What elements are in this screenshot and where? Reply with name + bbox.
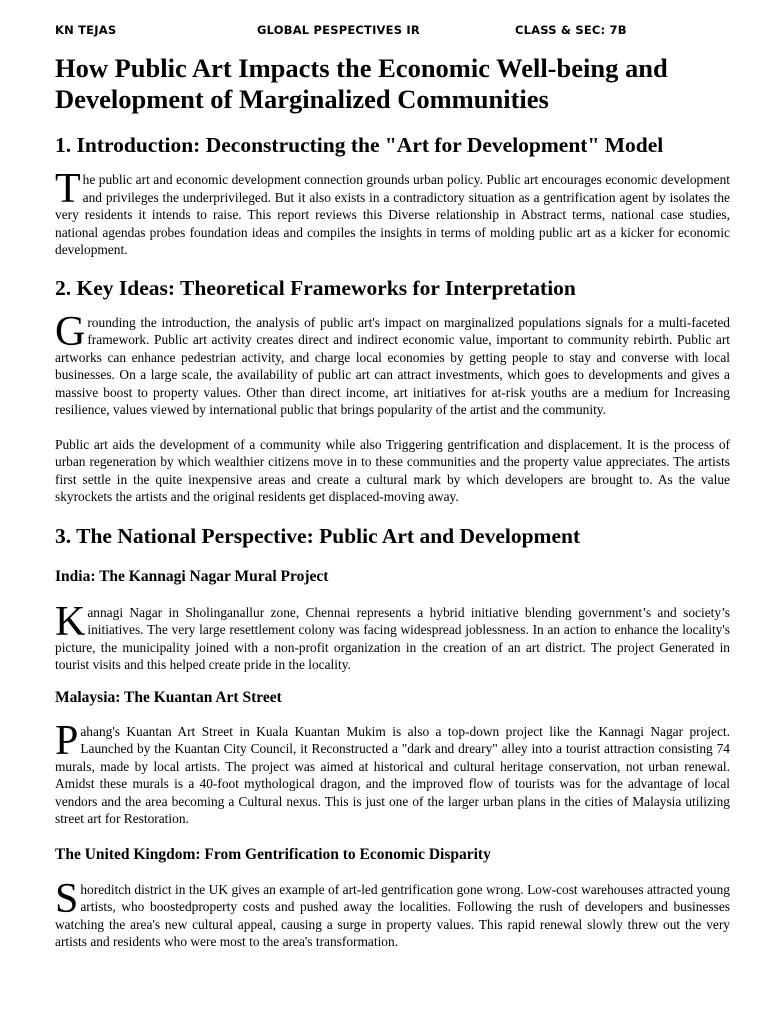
student-name: KN TEJAS: [55, 23, 117, 37]
india-paragraph: [55, 598, 730, 674]
paragraph-text: ahang's Kuantan Art Street in Kuala Kuantan Mukim is also a top-down project like the Kannagi Nagar project. Launched by the Kuantan City Council, it Reconstructed a "dark and dreary" alley into a tourist attraction consisting 74 murals, made by local artists. The project was aimed at historical and cultural heritage conservation, not urban renewal. Amidst these murals is a 40-foot mythological dragon, and the improved flow of tourists was for the advantage of local vendors and the area becoming a Cultural nexus. This is just one of the larger urban plans in the cities of Malaysia utilizing street art for Restoration.: [55, 723, 730, 826]
section-heading-national-perspective: 3. The National Perspective: Public Art and Development: [55, 523, 581, 548]
drop-cap: T: [55, 166, 81, 212]
drop-cap: K: [55, 598, 86, 645]
united-kingdom-paragraph: [55, 875, 730, 951]
document-title: How Public Art Impacts the Economic Well-being and Development of Marginalized Communities: [55, 53, 668, 114]
drop-cap: S: [55, 875, 79, 922]
subsection-heading-malaysia: Malaysia: The Kuantan Art Street: [55, 688, 282, 706]
class-section-label: CLASS & SEC: 7B: [515, 23, 627, 37]
drop-cap: P: [55, 717, 79, 764]
paragraph-text: he public art and economic development connection grounds urban policy. Public art encourages economic development and privileges the underprivileged. But it also exists in a contradictory situation as a gentrification agent by isolates the very residents it intends to raise. This report reviews this Diverse relationship in Abstract terms, national case studies, national agendas probes foundation ideas and compiles the insights in terms of molding public art as a kicker for economic development.: [55, 172, 730, 257]
section-heading-key-ideas: 2. Key Ideas: Theoretical Frameworks for Interpretation: [55, 275, 576, 300]
key-ideas-paragraph-2: Public art aids the development of a community while also Triggering gentrification and displacement. It is the process of urban regeneration by which wealthier citizens move in to these communities and the property value appreciates. The artists first settle in the quite inexpensive areas and create a cultural mark by which developers are brought to. As the value skyrockets the artists and the original residents get displaced-moving away.: [55, 436, 730, 504]
key-ideas-paragraph-1: [55, 308, 730, 419]
malaysia-paragraph: [55, 717, 730, 828]
subsection-heading-united-kingdom: The United Kingdom: From Gentrification to Economic Disparity: [55, 845, 491, 863]
paragraph-text: rounding the introduction, the analysis of public art's impact on marginalized populations signals for a multi-faceted framework. Public art activity creates direct and indirect economic value, important to community rebirth. Public art artworks can enhance pedestrian activity, and charge local economies by getting people to stay and converse with local businesses. On a large scale, the availability of public art can attract investments, which goes to developments and gives a massive boost to property values. Other than direct income, art initiatives for at-risk youths are a medium for Increasing resilience, values viewed by international public that brings popularity of the artist and the community.: [55, 314, 730, 417]
subsection-heading-india: India: The Kannagi Nagar Mural Project: [55, 567, 329, 585]
drop-cap: G: [55, 308, 86, 355]
paragraph-text: horeditch district in the UK gives an example of art-led gentrification gone wrong. Low-cost warehouses attracted young artists, who boostedproperty costs and pushed away the localities. Following the rush of developers and businesses watching the area's new cultural appeal, causing a surge in property values. This rapid renewal slowly threw out the very artists and residents who were most to the area's transformation.: [55, 881, 730, 949]
section-heading-introduction: 1. Introduction: Deconstructing the "Art for Development" Model: [55, 133, 664, 157]
subject-label: GLOBAL PESPECTIVES IR: [257, 23, 420, 37]
introduction-paragraph: [55, 166, 730, 259]
paragraph-text: annagi Nagar in Sholinganallur zone, Chennai represents a hybrid initiative blending government’s and society’s initiatives. The very large resettlement colony was facing widespread joblessness. In an action to enhance the locality's picture, the municipality joined with a non-profit organization in the creation of an art district. The project Generated in tourist visits and this helped create pride in the locality.: [55, 604, 730, 672]
document-header: [55, 23, 730, 41]
